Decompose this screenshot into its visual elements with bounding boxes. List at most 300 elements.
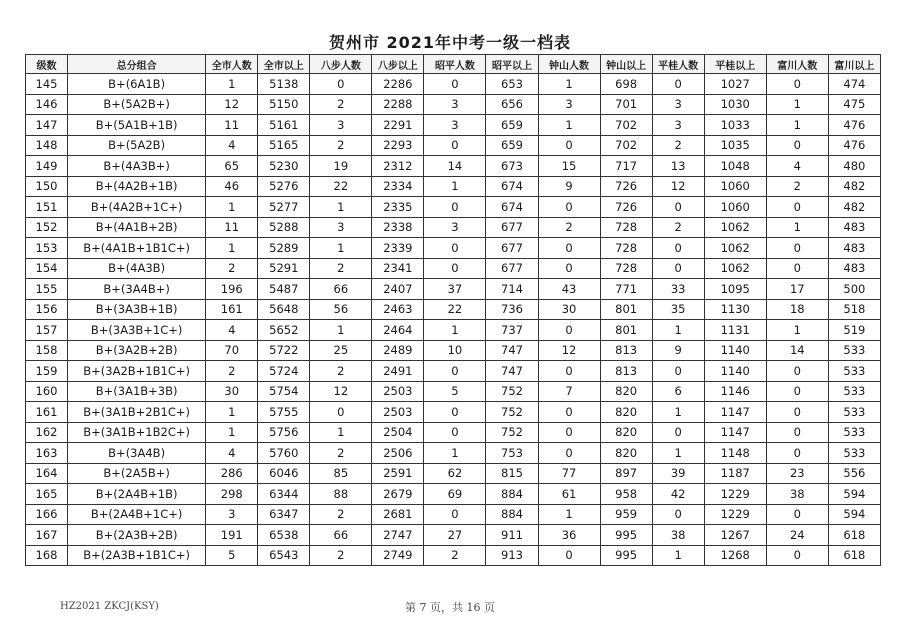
table-cell: 2 xyxy=(424,545,486,566)
table-cell: 70 xyxy=(206,340,258,361)
column-header: 级数 xyxy=(26,55,68,74)
table-cell: 165 xyxy=(26,484,68,505)
table-cell: 3 xyxy=(424,217,486,238)
column-header: 八步以上 xyxy=(372,55,424,74)
table-cell: 0 xyxy=(424,74,486,95)
table-cell: 726 xyxy=(600,176,652,197)
table-cell: 25 xyxy=(310,340,372,361)
table-cell: 22 xyxy=(424,299,486,320)
table-cell: 500 xyxy=(828,279,880,300)
table-cell: 4 xyxy=(206,443,258,464)
table-cell: 2 xyxy=(652,217,704,238)
table-cell: 43 xyxy=(538,279,600,300)
table-row xyxy=(26,484,881,505)
table-cell: 2747 xyxy=(372,525,424,546)
table-cell: 0 xyxy=(424,238,486,259)
table-cell: B+(3A4B+) xyxy=(68,279,206,300)
table-cell: 24 xyxy=(766,525,828,546)
table-cell: 4 xyxy=(206,320,258,341)
table-cell: 673 xyxy=(486,156,538,177)
table-row xyxy=(26,340,881,361)
table-cell: 6543 xyxy=(258,545,310,566)
table-cell: 897 xyxy=(600,463,652,484)
table-cell: 1 xyxy=(766,320,828,341)
table-cell: 1 xyxy=(310,197,372,218)
table-cell: 0 xyxy=(766,361,828,382)
table-row xyxy=(26,443,881,464)
table-cell: B+(5A1B+1B) xyxy=(68,115,206,136)
table-row xyxy=(26,156,881,177)
table-cell: 150 xyxy=(26,176,68,197)
table-cell: 0 xyxy=(424,197,486,218)
table-cell: 1268 xyxy=(704,545,766,566)
table-cell: 0 xyxy=(766,258,828,279)
table-cell: 6538 xyxy=(258,525,310,546)
table-cell: 701 xyxy=(600,94,652,115)
table-cell: B+(4A2B+1B) xyxy=(68,176,206,197)
table-cell: 9 xyxy=(652,340,704,361)
table-cell: B+(3A1B+2B1C+) xyxy=(68,402,206,423)
table-cell: 30 xyxy=(206,381,258,402)
table-cell: 147 xyxy=(26,115,68,136)
table-cell: 3 xyxy=(424,94,486,115)
table-row xyxy=(26,504,881,525)
table-cell: 1095 xyxy=(704,279,766,300)
table-cell: 9 xyxy=(538,176,600,197)
table-cell: 1 xyxy=(652,545,704,566)
table-cell: 0 xyxy=(766,443,828,464)
table-cell: 474 xyxy=(828,74,880,95)
column-header: 八步人数 xyxy=(310,55,372,74)
table-cell: 5652 xyxy=(258,320,310,341)
table-cell: 653 xyxy=(486,74,538,95)
document-code: HZ2021 ZKCJ(KSY) xyxy=(60,601,159,612)
table-cell: 2681 xyxy=(372,504,424,525)
table-cell: B+(6A1B) xyxy=(68,74,206,95)
table-cell: 4 xyxy=(766,156,828,177)
table-row xyxy=(26,299,881,320)
table-cell: 995 xyxy=(600,545,652,566)
table-cell: 0 xyxy=(424,422,486,443)
table-cell: 480 xyxy=(828,156,880,177)
table-cell: 677 xyxy=(486,238,538,259)
table-row xyxy=(26,525,881,546)
table-cell: 1 xyxy=(206,197,258,218)
table-cell: 1048 xyxy=(704,156,766,177)
table-cell: 3 xyxy=(310,115,372,136)
table-cell: 12 xyxy=(538,340,600,361)
table-cell: 5 xyxy=(424,381,486,402)
table-cell: 1147 xyxy=(704,422,766,443)
table-cell: 1140 xyxy=(704,340,766,361)
table-cell: B+(3A1B+3B) xyxy=(68,381,206,402)
table-cell: 2463 xyxy=(372,299,424,320)
table-cell: 2 xyxy=(206,258,258,279)
table-cell: 476 xyxy=(828,135,880,156)
table-cell: 12 xyxy=(652,176,704,197)
table-cell: 656 xyxy=(486,94,538,115)
table-cell: 752 xyxy=(486,402,538,423)
table-cell: 913 xyxy=(486,545,538,566)
table-cell: 483 xyxy=(828,238,880,259)
table-cell: 2291 xyxy=(372,115,424,136)
table-cell: 995 xyxy=(600,525,652,546)
table-cell: 820 xyxy=(600,381,652,402)
table-cell: 1 xyxy=(652,402,704,423)
table-cell: 820 xyxy=(600,443,652,464)
table-cell: 698 xyxy=(600,74,652,95)
table-cell: 163 xyxy=(26,443,68,464)
column-header: 平桂人数 xyxy=(652,55,704,74)
table-cell: 2 xyxy=(310,361,372,382)
table-cell: B+(4A3B+) xyxy=(68,156,206,177)
table-cell: 66 xyxy=(310,279,372,300)
table-cell: 1 xyxy=(538,74,600,95)
table-cell: 1 xyxy=(766,94,828,115)
table-cell: 1 xyxy=(652,443,704,464)
table-cell: 2 xyxy=(766,176,828,197)
table-cell: 2312 xyxy=(372,156,424,177)
table-cell: 191 xyxy=(206,525,258,546)
table-cell: 2491 xyxy=(372,361,424,382)
table-row xyxy=(26,402,881,423)
table-cell: 30 xyxy=(538,299,600,320)
table-cell: 149 xyxy=(26,156,68,177)
table-cell: 153 xyxy=(26,238,68,259)
table-cell: 2288 xyxy=(372,94,424,115)
table-header-row xyxy=(26,55,881,74)
table-cell: 5722 xyxy=(258,340,310,361)
table-cell: 677 xyxy=(486,217,538,238)
table-cell: 556 xyxy=(828,463,880,484)
table-cell: 2 xyxy=(652,135,704,156)
table-cell: 2506 xyxy=(372,443,424,464)
table-cell: 0 xyxy=(538,545,600,566)
table-cell: 156 xyxy=(26,299,68,320)
table-cell: 659 xyxy=(486,115,538,136)
table-cell: B+(2A3B+1B1C+) xyxy=(68,545,206,566)
table-cell: 160 xyxy=(26,381,68,402)
table-cell: 0 xyxy=(538,135,600,156)
table-cell: 14 xyxy=(424,156,486,177)
table-cell: 36 xyxy=(538,525,600,546)
table-cell: 2293 xyxy=(372,135,424,156)
column-header: 全市人数 xyxy=(206,55,258,74)
table-cell: 2 xyxy=(310,545,372,566)
table-cell: B+(3A3B+1C+) xyxy=(68,320,206,341)
table-cell: 594 xyxy=(828,484,880,505)
table-cell: 2591 xyxy=(372,463,424,484)
table-cell: 2 xyxy=(310,258,372,279)
table-cell: 801 xyxy=(600,320,652,341)
table-cell: 0 xyxy=(424,504,486,525)
table-cell: 5648 xyxy=(258,299,310,320)
column-header: 平桂以上 xyxy=(704,55,766,74)
table-cell: 483 xyxy=(828,217,880,238)
table-cell: 3 xyxy=(206,504,258,525)
table-cell: 801 xyxy=(600,299,652,320)
table-cell: 5 xyxy=(206,545,258,566)
table-cell: 1131 xyxy=(704,320,766,341)
table-cell: 2489 xyxy=(372,340,424,361)
table-cell: 2335 xyxy=(372,197,424,218)
table-cell: 164 xyxy=(26,463,68,484)
table-cell: 5276 xyxy=(258,176,310,197)
table-cell: 13 xyxy=(652,156,704,177)
table-cell: 5288 xyxy=(258,217,310,238)
table-cell: 594 xyxy=(828,504,880,525)
table-cell: 5291 xyxy=(258,258,310,279)
table-cell: 1140 xyxy=(704,361,766,382)
table-cell: 475 xyxy=(828,94,880,115)
table-cell: 2334 xyxy=(372,176,424,197)
table-cell: 1 xyxy=(424,443,486,464)
column-header: 全市以上 xyxy=(258,55,310,74)
table-cell: B+(3A2B+2B) xyxy=(68,340,206,361)
table-cell: 5230 xyxy=(258,156,310,177)
table-cell: 159 xyxy=(26,361,68,382)
table-cell: 618 xyxy=(828,545,880,566)
table-cell: 12 xyxy=(310,381,372,402)
table-cell: 1 xyxy=(538,504,600,525)
table-cell: 3 xyxy=(310,217,372,238)
table-cell: 0 xyxy=(652,361,704,382)
table-cell: 161 xyxy=(206,299,258,320)
table-cell: 726 xyxy=(600,197,652,218)
table-cell: 0 xyxy=(766,135,828,156)
table-cell: 959 xyxy=(600,504,652,525)
table-cell: 11 xyxy=(206,217,258,238)
table-cell: 145 xyxy=(26,74,68,95)
table-cell: 728 xyxy=(600,258,652,279)
table-cell: 19 xyxy=(310,156,372,177)
table-cell: 0 xyxy=(766,197,828,218)
table-cell: 1 xyxy=(206,422,258,443)
table-row xyxy=(26,94,881,115)
table-cell: 2341 xyxy=(372,258,424,279)
table-cell: 37 xyxy=(424,279,486,300)
table-cell: 0 xyxy=(424,135,486,156)
table-cell: 702 xyxy=(600,135,652,156)
table-cell: 2338 xyxy=(372,217,424,238)
table-cell: B+(2A4B+1B) xyxy=(68,484,206,505)
table-cell: 6347 xyxy=(258,504,310,525)
table-row xyxy=(26,361,881,382)
table-cell: 482 xyxy=(828,176,880,197)
table-cell: 1 xyxy=(538,115,600,136)
table-cell: 714 xyxy=(486,279,538,300)
table-cell: 61 xyxy=(538,484,600,505)
table-cell: 69 xyxy=(424,484,486,505)
table-cell: 7 xyxy=(538,381,600,402)
table-cell: 728 xyxy=(600,238,652,259)
table-cell: 11 xyxy=(206,115,258,136)
table-cell: 151 xyxy=(26,197,68,218)
table-cell: 884 xyxy=(486,504,538,525)
table-cell: 518 xyxy=(828,299,880,320)
table-cell: B+(5A2B+) xyxy=(68,94,206,115)
table-cell: 6046 xyxy=(258,463,310,484)
table-cell: 533 xyxy=(828,402,880,423)
table-cell: 6 xyxy=(652,381,704,402)
table-cell: 1060 xyxy=(704,176,766,197)
table-cell: 0 xyxy=(424,402,486,423)
table-cell: 702 xyxy=(600,115,652,136)
table-cell: 771 xyxy=(600,279,652,300)
table-cell: 659 xyxy=(486,135,538,156)
table-cell: 1 xyxy=(206,238,258,259)
table-cell: 0 xyxy=(766,381,828,402)
table-cell: 77 xyxy=(538,463,600,484)
table-cell: 1 xyxy=(652,320,704,341)
table-cell: 674 xyxy=(486,197,538,218)
table-cell: 0 xyxy=(538,197,600,218)
table-cell: 4 xyxy=(206,135,258,156)
table-cell: 736 xyxy=(486,299,538,320)
table-row xyxy=(26,279,881,300)
table-cell: 1062 xyxy=(704,238,766,259)
table-cell: 747 xyxy=(486,361,538,382)
table-row xyxy=(26,545,881,566)
column-header: 富川人数 xyxy=(766,55,828,74)
table-row xyxy=(26,217,881,238)
column-header: 富川以上 xyxy=(828,55,880,74)
table-cell: 0 xyxy=(766,402,828,423)
column-header: 昭平以上 xyxy=(486,55,538,74)
table-cell: 2504 xyxy=(372,422,424,443)
table-cell: 519 xyxy=(828,320,880,341)
table-row xyxy=(26,74,881,95)
table-cell: 911 xyxy=(486,525,538,546)
table-cell: 0 xyxy=(652,74,704,95)
table-cell: 38 xyxy=(652,525,704,546)
table-cell: 286 xyxy=(206,463,258,484)
table-cell: 0 xyxy=(424,361,486,382)
table-cell: B+(3A4B) xyxy=(68,443,206,464)
table-row xyxy=(26,463,881,484)
column-header: 昭平人数 xyxy=(424,55,486,74)
table-cell: 5487 xyxy=(258,279,310,300)
table-cell: 18 xyxy=(766,299,828,320)
table-cell: 38 xyxy=(766,484,828,505)
table-cell: 0 xyxy=(538,422,600,443)
table-cell: 0 xyxy=(310,74,372,95)
table-cell: 0 xyxy=(538,361,600,382)
table-cell: 15 xyxy=(538,156,600,177)
table-cell: 813 xyxy=(600,361,652,382)
table-cell: 737 xyxy=(486,320,538,341)
table-cell: 752 xyxy=(486,381,538,402)
table-cell: 0 xyxy=(652,504,704,525)
table-cell: 1 xyxy=(424,320,486,341)
table-cell: 1146 xyxy=(704,381,766,402)
table-cell: 65 xyxy=(206,156,258,177)
table-cell: 5754 xyxy=(258,381,310,402)
table-cell: 483 xyxy=(828,258,880,279)
table-cell: 0 xyxy=(538,238,600,259)
table-cell: 1 xyxy=(310,320,372,341)
page-number: 第 7 页，共 16 页 xyxy=(405,601,495,614)
table-cell: B+(2A4B+1C+) xyxy=(68,504,206,525)
table-cell: 0 xyxy=(538,402,600,423)
table-cell: 3 xyxy=(424,115,486,136)
table-cell: 162 xyxy=(26,422,68,443)
table-cell: 1 xyxy=(766,217,828,238)
table-cell: 5724 xyxy=(258,361,310,382)
table-cell: 56 xyxy=(310,299,372,320)
table-cell: 161 xyxy=(26,402,68,423)
table-cell: 0 xyxy=(538,443,600,464)
table-cell: 33 xyxy=(652,279,704,300)
table-cell: 2679 xyxy=(372,484,424,505)
table-cell: 1187 xyxy=(704,463,766,484)
table-cell: 5755 xyxy=(258,402,310,423)
table-cell: 5277 xyxy=(258,197,310,218)
table-cell: B+(2A3B+2B) xyxy=(68,525,206,546)
table-cell: 1 xyxy=(766,115,828,136)
table-cell: 168 xyxy=(26,545,68,566)
table-cell: 1147 xyxy=(704,402,766,423)
table-cell: 533 xyxy=(828,361,880,382)
score-table xyxy=(25,54,881,566)
table-cell: 2339 xyxy=(372,238,424,259)
table-cell: 0 xyxy=(766,238,828,259)
table-cell: 820 xyxy=(600,402,652,423)
table-cell: 2 xyxy=(310,443,372,464)
table-cell: 152 xyxy=(26,217,68,238)
table-cell: 10 xyxy=(424,340,486,361)
table-cell: 1229 xyxy=(704,504,766,525)
table-cell: 753 xyxy=(486,443,538,464)
table-cell: B+(3A2B+1B1C+) xyxy=(68,361,206,382)
table-cell: 46 xyxy=(206,176,258,197)
table-cell: 2503 xyxy=(372,381,424,402)
table-cell: 2749 xyxy=(372,545,424,566)
table-cell: 482 xyxy=(828,197,880,218)
table-row xyxy=(26,197,881,218)
table-row xyxy=(26,381,881,402)
table-row xyxy=(26,135,881,156)
table-cell: 815 xyxy=(486,463,538,484)
table-cell: 0 xyxy=(766,504,828,525)
table-cell: 2 xyxy=(206,361,258,382)
table-cell: 0 xyxy=(652,258,704,279)
column-header: 钟山以上 xyxy=(600,55,652,74)
table-cell: 196 xyxy=(206,279,258,300)
table-cell: 1 xyxy=(206,402,258,423)
table-cell: 674 xyxy=(486,176,538,197)
table-cell: 813 xyxy=(600,340,652,361)
table-cell: 158 xyxy=(26,340,68,361)
table-cell: 12 xyxy=(206,94,258,115)
table-cell: 0 xyxy=(766,545,828,566)
table-cell: 618 xyxy=(828,525,880,546)
table-cell: B+(5A2B) xyxy=(68,135,206,156)
table-cell: 1229 xyxy=(704,484,766,505)
table-cell: 3 xyxy=(538,94,600,115)
table-cell: 0 xyxy=(652,422,704,443)
table-cell: 533 xyxy=(828,443,880,464)
table-cell: 167 xyxy=(26,525,68,546)
table-cell: 1033 xyxy=(704,115,766,136)
table-cell: 42 xyxy=(652,484,704,505)
table-row xyxy=(26,176,881,197)
table-cell: 155 xyxy=(26,279,68,300)
table-cell: 958 xyxy=(600,484,652,505)
table-cell: 476 xyxy=(828,115,880,136)
column-header: 总分组合 xyxy=(68,55,206,74)
table-cell: 1 xyxy=(310,238,372,259)
